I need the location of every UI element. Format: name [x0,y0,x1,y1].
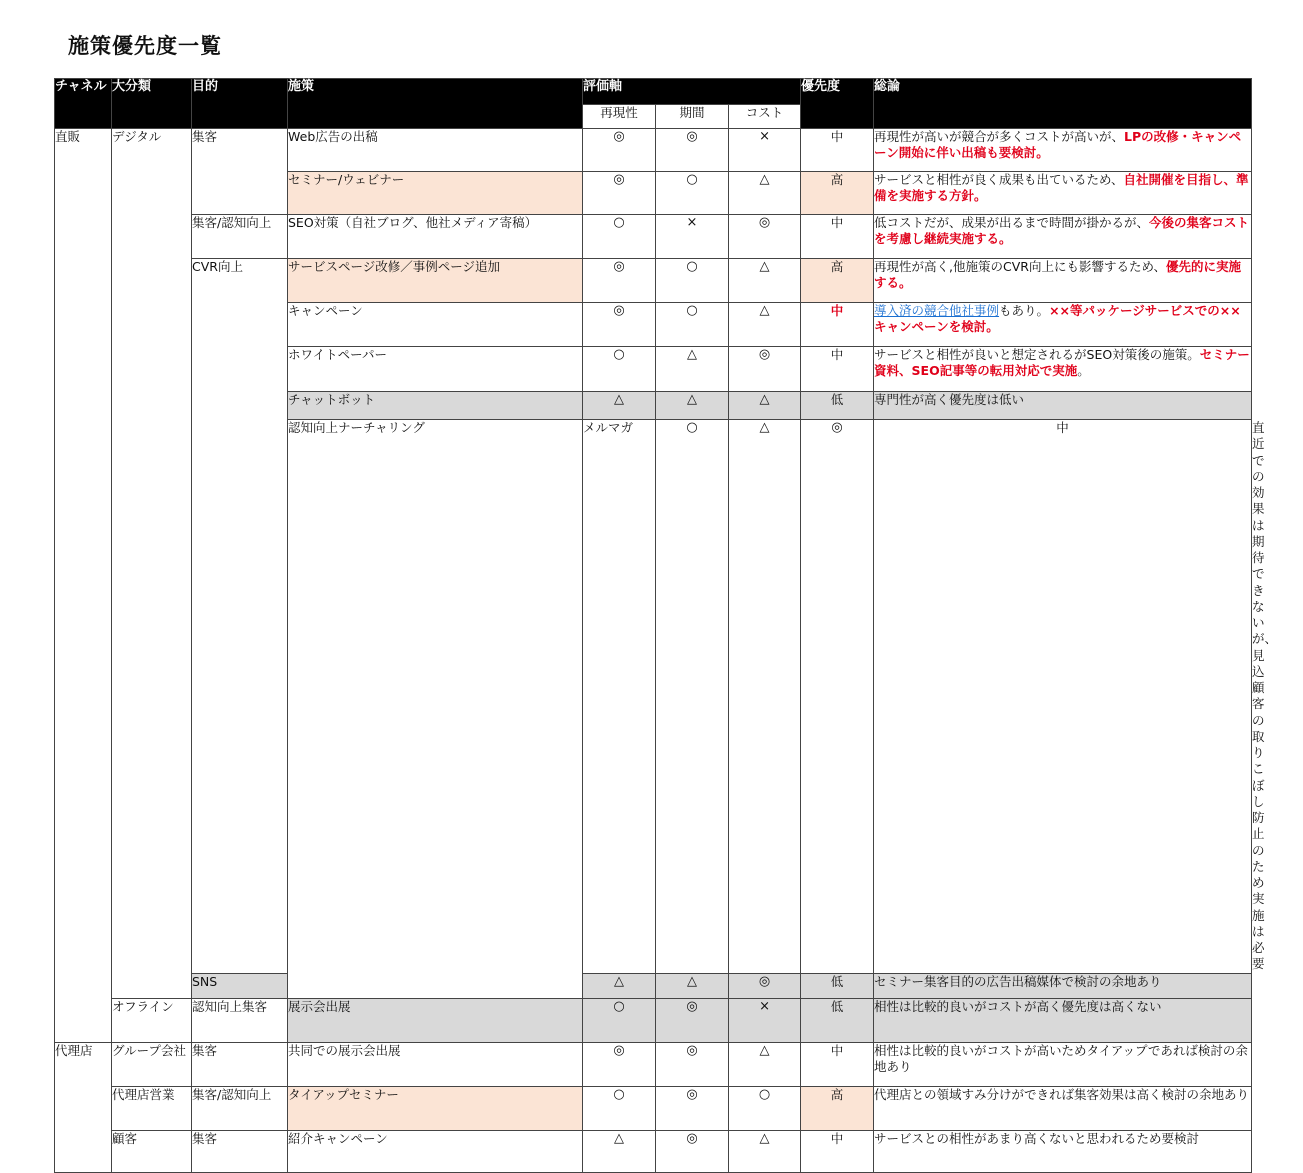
period-mark: △ [729,420,801,974]
table-row [55,215,1252,259]
repro-mark: △ [583,1130,656,1172]
channel-cell: 直販 [55,129,112,1043]
repro-mark: ◎ [583,172,656,215]
summary-emphasis: ××等パッケージサービスでの××キャンペーンを検討。 [874,303,1241,335]
summary-text: サービスとの相性があまり高くないと思われるため要検討 [874,1130,1200,1146]
priority-cell: 低 [801,998,874,1042]
summary-emphasis: 優先的に実施する。 [874,259,1241,291]
measure-cell: Web広告の出稿 [288,129,583,172]
priority-cell: 低 [801,392,874,420]
priority-cell: 高 [801,259,874,303]
summary-emphasis: LPの改修・キャンペーン開始に伴い出稿も要検討。 [874,129,1242,161]
period-mark: × [656,215,729,259]
priority-table [54,78,1278,1173]
period-mark: △ [656,973,729,998]
priority-cell: 中 [801,129,874,172]
measure-cell: キャンペーン [288,303,583,347]
period-mark: ◎ [656,998,729,1042]
summary-cell [874,998,1252,1042]
measure-cell: チャットボット [288,392,583,420]
repro-mark: ○ [583,347,656,392]
header-measure: 施策 [288,79,583,129]
period-mark: ◎ [656,1042,729,1086]
measure-cell: セミナー/ウェビナー [288,172,583,215]
measure-cell: SNS [192,973,288,998]
table-row [55,1086,1252,1130]
summary-text: 専門性が高く優先度は低い [874,392,1025,407]
repro-mark: ○ [583,998,656,1042]
period-mark: ○ [656,303,729,347]
summary-text: 相性は比較的良いがコストが高いためタイアップであれば検討の余地あり [874,1042,1248,1074]
purpose-cell: 集客 [192,129,288,215]
major-cell: グループ会社 [112,1042,192,1086]
cost-mark: ◎ [801,420,874,974]
purpose-cell: 認知向上ナーチャリング [288,420,583,999]
major-cell: デジタル [112,129,192,999]
cost-mark: △ [729,172,801,215]
cost-mark: × [729,998,801,1042]
cost-mark: △ [729,303,801,347]
header-axis: 評価軸 [583,79,801,105]
summary-text: セミナー集客目的の広告出稿媒体で検討の余地あり [874,973,1162,989]
summary-cell [874,1086,1252,1130]
summary-emphasis: 今後の集客コストを考慮し継続実施する。 [874,215,1250,247]
priority-cell: 高 [801,172,874,215]
period-mark: ◎ [656,1130,729,1172]
repro-mark: ◎ [583,129,656,172]
summary-cell [874,392,1252,420]
repro-mark: ◎ [583,259,656,303]
summary-text: 再現性が高く,他施策のCVR向上にも影響するため、 [874,259,1166,274]
repro-mark: ○ [583,215,656,259]
header-repro: 再現性 [583,105,656,129]
cost-mark: △ [729,1042,801,1086]
repro-mark: ◎ [583,303,656,347]
repro-mark: △ [583,392,656,420]
cost-mark: ◎ [729,347,801,392]
measure-cell: 紹介キャンペーン [288,1130,583,1172]
measure-cell: ホワイトペーパー [288,347,583,392]
summary-text: 代理店との領域すみ分けができれば集客効果は高く検討の余地あり [874,1086,1250,1102]
major-cell: 代理店営業 [112,1086,192,1130]
purpose-cell: 認知向上集客 [192,998,288,1042]
summary-cell [874,1130,1252,1172]
table-row [55,129,1252,172]
repro-mark: ○ [583,1086,656,1130]
period-mark: △ [656,347,729,392]
measure-cell: 展示会出展 [288,998,583,1042]
cost-mark: △ [729,259,801,303]
summary-text: サービスと相性が良いと想定されるがSEO対策後の施策。 [874,347,1200,362]
purpose-cell: 集客/認知向上 [192,215,288,259]
cost-mark: × [729,129,801,172]
priority-cell: 中 [874,420,1252,974]
summary-cell [874,1042,1252,1086]
period-mark: ○ [656,259,729,303]
summary-text: 直近での効果は期待できないが、見込顧客の取りこぼし防止のため実施は必要 [1252,420,1278,972]
header-major: 大分類 [112,79,192,129]
header-summary: 総論 [874,79,1252,129]
case-study-link[interactable]: 導入済の競合他社事例 [874,303,1000,318]
summary-cell [874,129,1252,172]
cost-mark: ○ [729,1086,801,1130]
cost-mark: △ [729,1130,801,1172]
summary-text: サービスと相性が良く成果も出ているため、 [874,172,1124,187]
table-row [55,1130,1252,1172]
summary-text: もあり。 [999,303,1050,318]
channel-cell: 代理店 [55,1042,112,1172]
purpose-cell: 集客/認知向上 [192,1086,288,1130]
priority-cell: 中 [801,215,874,259]
header-purpose: 目的 [192,79,288,129]
summary-cell [874,215,1252,259]
header-period: 期間 [656,105,729,129]
measure-cell: メルマガ [583,420,656,974]
summary-emphasis: セミナー資料、SEO記事等の転用対応で実施 [874,347,1250,379]
cost-mark: ◎ [729,973,801,998]
purpose-cell: 集客 [192,1130,288,1172]
period-mark: △ [656,392,729,420]
priority-cell: 低 [801,973,874,998]
priority-cell: 中 [801,347,874,392]
page-title: 施策優先度一覧 [68,34,222,58]
summary-cell [874,303,1252,347]
summary-cell [874,973,1252,998]
major-cell: 顧客 [112,1130,192,1172]
major-cell: オフライン [112,998,192,1042]
priority-cell: 中 [801,1130,874,1172]
summary-cell [874,347,1252,392]
measure-cell: タイアップセミナー [288,1086,583,1130]
table-row [55,973,1252,998]
measure-cell: サービスページ改修／事例ページ追加 [288,259,583,303]
measure-cell: 共同での展示会出展 [288,1042,583,1086]
purpose-cell: 集客 [192,1042,288,1086]
summary-text: 相性は比較的良いがコストが高く優先度は高くない [874,998,1162,1014]
measure-cell: SEO対策（自社ブログ、他社メディア寄稿） [288,215,583,259]
period-mark: ◎ [656,1086,729,1130]
priority-cell: 中 [801,303,874,347]
summary-tail: 。 [1077,363,1090,379]
repro-mark: ○ [656,420,729,974]
header-priority: 優先度 [801,79,874,129]
summary-text: 低コストだが、成果が出るまで時間が掛かるが、 [874,215,1150,230]
summary-cell [874,172,1252,215]
priority-cell: 中 [801,1042,874,1086]
summary-text: 再現性が高いが競合が多くコストが高いが、 [874,129,1125,144]
cost-mark: ◎ [729,215,801,259]
table-row [55,998,1252,1042]
header-channel: チャネル [55,79,112,129]
cost-mark: △ [729,392,801,420]
repro-mark: △ [583,973,656,998]
period-mark: ○ [656,172,729,215]
table-row [55,1042,1252,1086]
repro-mark: ◎ [583,1042,656,1086]
summary-emphasis: 自社開催を目指し、準備を実施する方針。 [874,172,1249,204]
table-row [55,259,1252,303]
period-mark: ◎ [656,129,729,172]
purpose-cell: CVR向上 [192,259,288,974]
priority-cell: 高 [801,1086,874,1130]
summary-cell [874,259,1252,303]
header-cost: コスト [729,105,801,129]
